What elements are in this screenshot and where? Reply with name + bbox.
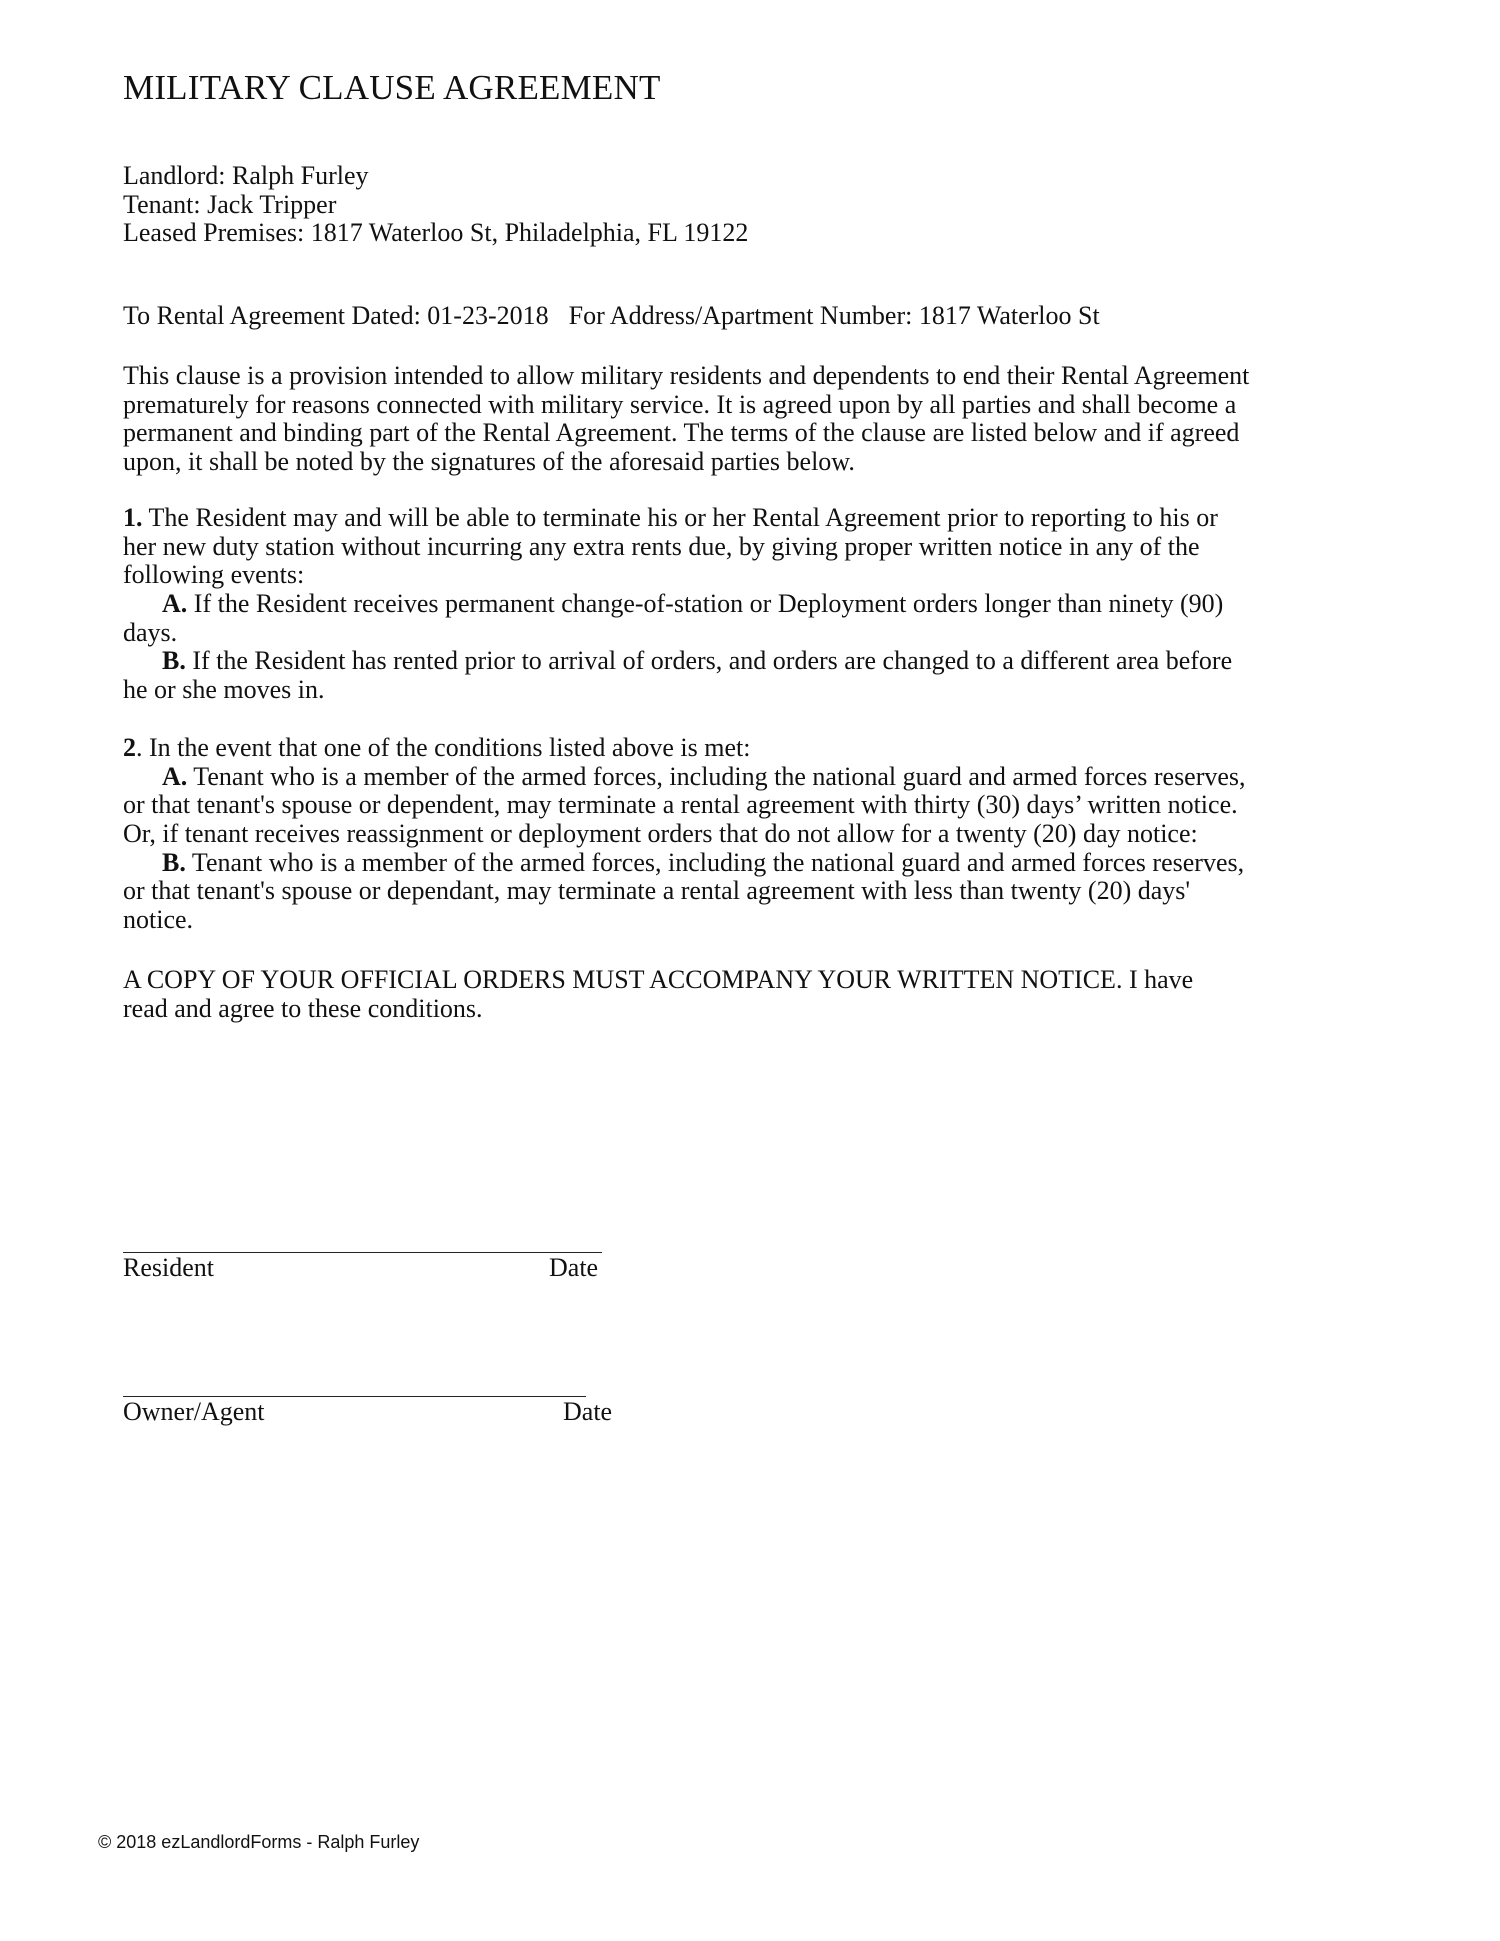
intro-line: upon, it shall be noted by the signatures of the aforesaid parties below. xyxy=(123,447,855,477)
notice-line: read and agree to these conditions. xyxy=(123,993,483,1023)
section-2-item-a-cont: or that tenant's spouse or dependent, may terminate a rental agreement with thirty (30) days’ written notice. xyxy=(123,790,1238,820)
section-1-item-b-cont: he or she moves in. xyxy=(123,675,325,705)
item-a-text: Tenant who is a member of the armed forces, including the national guard and armed forces reserves, xyxy=(187,761,1246,791)
orders-notice xyxy=(123,966,1193,1023)
agreement-address: For Address/Apartment Number: 1817 Waterloo St xyxy=(568,301,1100,330)
parties-block xyxy=(123,162,748,248)
item-a-label: A. xyxy=(162,761,188,791)
intro-line: permanent and binding part of the Rental Agreement. The terms of the clause are listed below and if agreed xyxy=(123,418,1240,448)
document-title: MILITARY CLAUSE AGREEMENT xyxy=(123,68,661,107)
item-b-text: If the Resident has rented prior to arrival of orders, and orders are changed to a different area before xyxy=(185,646,1233,676)
agreement-date: To Rental Agreement Dated: 01-23-2018 xyxy=(123,301,549,330)
item-a-text: If the Resident receives permanent change-of-station or Deployment orders longer than ninety (90) xyxy=(187,589,1224,619)
item-b-text: Tenant who is a member of the armed forces, including the national guard and armed forces reserves, xyxy=(185,847,1245,877)
section-1-item-a xyxy=(123,590,1232,619)
section-1-item-a-cont: days. xyxy=(123,617,178,647)
section-2-item-b xyxy=(123,849,1246,878)
intro-paragraph xyxy=(123,362,1249,477)
section-1 xyxy=(123,504,1232,705)
section-1-line: her new duty station without incurring any extra rents due, by giving proper written notice in any of the xyxy=(123,531,1200,561)
item-b-label: B. xyxy=(162,847,186,877)
section-2-item-b-cont: or that tenant's spouse or dependant, may terminate a rental agreement with less than twenty (20) days' xyxy=(123,876,1191,906)
item-a-label: A. xyxy=(162,589,188,619)
section-2-item-a-cont: Or, if tenant receives reassignment or deployment orders that do not allow for a twenty (20) day notice: xyxy=(123,819,1198,849)
resident-label: Resident xyxy=(123,1253,214,1282)
owner-date-label: Date xyxy=(563,1397,613,1426)
premises-line: Leased Premises: 1817 Waterloo St, Philadelphia, FL 19122 xyxy=(123,218,749,248)
section-2 xyxy=(123,734,1246,935)
intro-line: This clause is a provision intended to allow military residents and dependents to end their Rental Agreement xyxy=(123,361,1250,390)
section-2-number: 2 xyxy=(123,733,136,762)
copyright-footer: © 2018 ezLandlordForms - Ralph Furley xyxy=(98,1832,420,1852)
tenant-line: Tenant: Jack Tripper xyxy=(123,189,337,219)
owner-agent-label: Owner/Agent xyxy=(123,1397,265,1426)
landlord-line: Landlord: Ralph Furley xyxy=(123,161,369,190)
notice-line: A COPY OF YOUR OFFICIAL ORDERS MUST ACCOMPANY YOUR WRITTEN NOTICE. I have xyxy=(123,965,1194,994)
section-1-line: following events: xyxy=(123,560,305,590)
section-1-line xyxy=(123,504,1232,533)
section-1-number: 1. xyxy=(123,503,143,532)
intro-line: prematurely for reasons connected with military service. It is agreed upon by all parties and shall become a xyxy=(123,389,1237,419)
section-2-item-a xyxy=(123,763,1246,792)
section-1-text: The Resident may and will be able to terminate his or her Rental Agreement prior to reporting to his or xyxy=(142,503,1218,532)
section-2-heading-text: . In the event that one of the conditions listed above is met: xyxy=(136,733,751,762)
section-1-item-b xyxy=(123,647,1232,676)
section-2-item-b-cont: notice. xyxy=(123,905,194,935)
section-2-heading xyxy=(123,734,1246,763)
reference-line xyxy=(123,302,1100,331)
item-b-label: B. xyxy=(162,646,186,676)
resident-date-label: Date xyxy=(549,1253,599,1282)
